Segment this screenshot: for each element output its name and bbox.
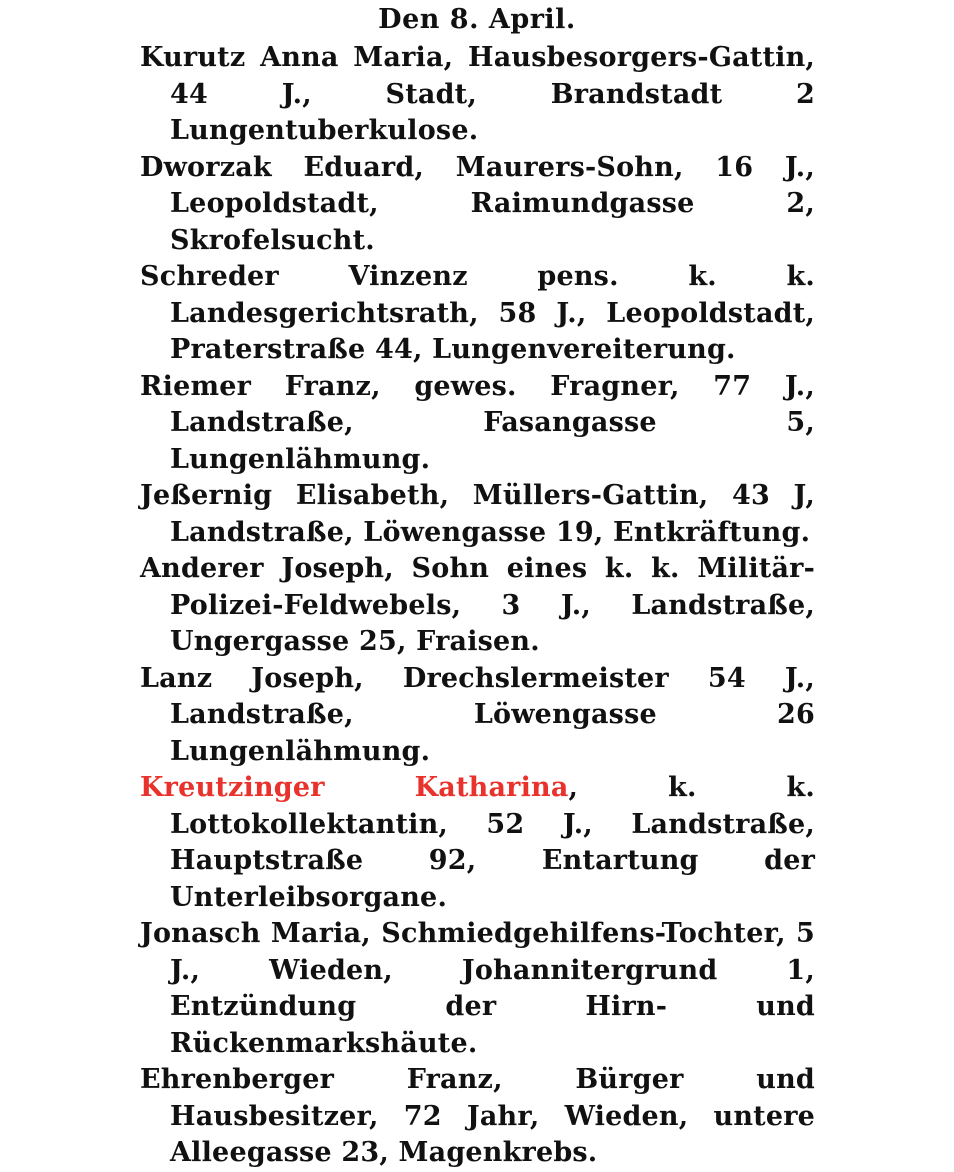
register-entry: Kurutz Anna Maria, Hausbesorgers-Gattin, 44 J., Stadt, Brandstadt 2 Lungentuberkulose. (140, 42, 815, 146)
entry-name: Jonasch Maria (140, 918, 362, 949)
entry-details: pens. k. k. Landesgerichtsrath, 58 J., Leopoldstadt, Praterstraße 44, Lungenvereiterung. (170, 261, 815, 365)
entry-name: Jeßernig Elisabeth (140, 480, 440, 511)
entry-details: Müllers-Gattin, 43 J, Landstraße, Löwengasse 19, Entkräftung. (170, 480, 816, 548)
register-entry: Jonasch Maria, Schmiedgehilfens-Tochter, 5 J., Wieden, Johannitergrund 1, Entzündung der Hirn- und Rückenmarkshäute. (140, 918, 816, 1059)
entry-name: Schreder Vinzenz (140, 261, 468, 292)
entry-details: Sohn eines k. k. Militär-Polizei-Feldwebels, 3 J., Landstraße, Ungergasse 25, Fraisen. (170, 553, 815, 657)
entry-details: gewes. Fragner, 77 J., Landstraße, Fasangasse 5, Lungenlähmung. (170, 370, 815, 475)
death-register-list (140, 40, 815, 1172)
entry-name: Ehrenberger Franz (140, 1064, 494, 1095)
register-entry: Lanz Joseph, Drechslermeister 54 J., Landstraße, Löwengasse 26 Lungenlähmung. (140, 662, 816, 767)
entry-details: Bürger und Hausbesitzer, 72 Jahr, Wieden, untere Alleegasse 23, Magenkrebs. (170, 1064, 816, 1168)
entry-name: Anderer Joseph (140, 553, 385, 584)
page-heading: Den 8. April. (378, 4, 576, 35)
register-entry-highlighted: Kreutzinger Katharina, k. k. Lottokollektantin, 52 J., Landstraße, Hauptstraße 92, Entartung der Unterleibsorgane. (140, 772, 815, 913)
entry-name-highlighted: Kreutzinger Katharina (140, 772, 569, 803)
register-entry: Jeßernig Elisabeth, Müllers-Gattin, 43 J, Landstraße, Löwengasse 19, Entkräftung. (140, 480, 816, 548)
entry-name: Riemer Franz (140, 370, 372, 402)
entry-name: Kurutz Anna Maria (140, 42, 444, 73)
entry-details: Maurers-Sohn, 16 J., Leopoldstadt, Raimundgasse 2, Skrofelsucht. (170, 151, 815, 256)
register-entry: Ehrenberger Franz, Bürger und Hausbesitzer, 72 Jahr, Wieden, untere Alleegasse 23, Magenkrebs. (140, 1064, 816, 1168)
entry-details: Drechslermeister 54 J., Landstraße, Löwengasse 26 Lungenlähmung. (170, 662, 816, 767)
register-entry: Dworzak Eduard, Maurers-Sohn, 16 J., Leopoldstadt, Raimundgasse 2, Skrofelsucht. (140, 151, 815, 256)
entry-name: Lanz Joseph (140, 662, 355, 694)
entry-details: Hausbesorgers-Gattin, 44 J., Stadt, Brandstadt 2 Lungentuberkulose. (170, 42, 815, 146)
register-entry: Anderer Joseph, Sohn eines k. k. Militär-Polizei-Feldwebels, 3 J., Landstraße, Ungergasse 25, Fraisen. (140, 553, 815, 657)
register-entry (140, 259, 815, 369)
register-entry: Riemer Franz, gewes. Fragner, 77 J., Landstraße, Fasangasse 5, Lungenlähmung. (140, 370, 815, 475)
entry-details: k. k. Lottokollektantin, 52 J., Landstraße, Hauptstraße 92, Entartung der Unterleibsorgane. (170, 772, 815, 913)
entry-name: Dworzak Eduard (140, 151, 415, 183)
entry-details: Schmiedgehilfens-Tochter, 5 J., Wieden, Johannitergrund 1, Entzündung der Hirn- und Rückenmarkshäute. (170, 918, 816, 1059)
